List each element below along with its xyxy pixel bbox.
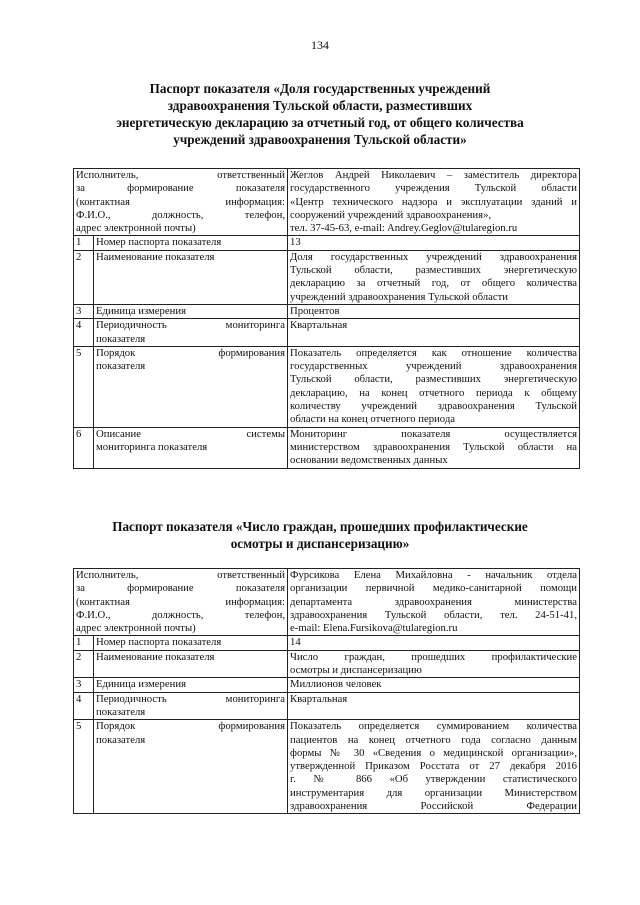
row-number: 3: [74, 678, 94, 692]
title-line: осмотры и диспансеризацию»: [230, 536, 410, 551]
cell-line: количеству учреждений здравоохранения Тульской: [290, 400, 577, 413]
cell-line: Порядок формирования: [96, 720, 286, 733]
table-row: [74, 250, 580, 304]
row-value: [288, 319, 580, 347]
cell-line: тел. 37-45-63, e-mail: Andrey.Geglov@tularegion.ru: [290, 222, 518, 235]
row-value: [288, 636, 580, 650]
cell-line: Исполнитель, ответственный: [76, 169, 286, 181]
page-number: 134: [311, 38, 329, 52]
cell-line: Тульской области, разместивших энергетическую: [290, 373, 577, 386]
row-number: 5: [74, 346, 94, 427]
cell-line: за формирование показателя: [76, 582, 286, 595]
cell-line: осмотры и диспансеризацию: [290, 664, 422, 677]
cell-line: адрес электронной почты): [76, 222, 196, 235]
table-row: [74, 678, 580, 692]
cell-line: показателя: [96, 360, 146, 373]
row-number: 5: [74, 720, 94, 814]
title-line: учреждений здравоохранения Тульской области»: [173, 132, 467, 147]
cell-line: учреждений здравоохранения Тульской области: [290, 290, 509, 303]
cell-line: основании ведомственных данных: [290, 454, 448, 467]
title-line: здравоохранения Тульской области, разместивших: [167, 98, 473, 113]
row-number: 4: [74, 319, 94, 347]
row-value: [288, 250, 580, 304]
cell-line: Число граждан, прошедших профилактические: [290, 650, 577, 663]
cell-line: Доля государственных учреждений здравоохранения: [290, 250, 577, 263]
cell-line: Процентов: [290, 304, 340, 317]
cell-line: Периодичность мониторинга: [96, 692, 286, 705]
title-line: Паспорт показателя «Число граждан, прошедших профилактические: [112, 519, 528, 534]
cell-line: e-mail: Elena.Fursikova@tularegion.ru: [290, 622, 458, 635]
cell-line: 14: [290, 636, 301, 649]
table-row: [74, 720, 580, 814]
row-number: 2: [74, 650, 94, 678]
table-row: [74, 319, 580, 347]
cell-line: Номер паспорта показателя: [96, 236, 222, 249]
row-label: [94, 250, 288, 304]
cell-line: показателя: [96, 733, 146, 746]
title-line: энергетическую декларацию за отчетный год, от общего количества: [116, 115, 524, 130]
row-value: [288, 427, 580, 468]
row-number: 1: [74, 636, 94, 650]
executor-value-cell: [288, 169, 580, 236]
row-label: [94, 636, 288, 650]
row-value: [288, 346, 580, 427]
row-value: [288, 236, 580, 250]
cell-line: государственного учреждения Тульской области: [290, 182, 577, 195]
row-value: [288, 678, 580, 692]
table-row: [74, 304, 580, 318]
row-label: [94, 650, 288, 678]
cell-line: мониторинга показателя: [96, 440, 208, 453]
cell-line: Номер паспорта показателя: [96, 636, 222, 649]
cell-line: показателя: [96, 705, 146, 718]
table-row: [74, 692, 580, 720]
cell-line: инструментария для организации Министерством: [290, 786, 577, 799]
cell-line: Показатель определяется как отношение количества: [290, 346, 577, 359]
cell-line: (контактная информация:: [76, 195, 286, 208]
row-label: [94, 319, 288, 347]
executor-label-cell: [74, 169, 288, 236]
passport-1-table: [73, 168, 580, 469]
cell-line: Ф.И.О., должность, телефон,: [76, 208, 286, 221]
cell-line: организации первичной медико-санитарной помощи: [290, 582, 577, 595]
cell-line: Наименование показателя: [96, 650, 215, 663]
cell-line: Показатель определяется суммированием количества: [290, 720, 577, 733]
cell-line: пациентов на конец отчетного года согласно данным: [290, 733, 577, 746]
table-row: [74, 236, 580, 250]
row-label: [94, 678, 288, 692]
cell-line: министерством здравоохранения Тульской области на: [290, 440, 577, 453]
row-number: 2: [74, 250, 94, 304]
row-value: [288, 692, 580, 720]
cell-line: Порядок формирования: [96, 346, 286, 359]
table-row: [74, 569, 580, 636]
cell-line: Тульской области, разместивших энергетическую: [290, 264, 577, 277]
cell-line: государственных учреждений здравоохранения: [290, 360, 577, 373]
cell-line: департамента здравоохранения министерства: [290, 595, 577, 608]
row-value: [288, 304, 580, 318]
executor-value-cell: [288, 569, 580, 636]
cell-line: декларацию, на конец отчетного периода к общему: [290, 386, 577, 399]
cell-line: здравоохранения Российской Федерации: [290, 800, 577, 813]
cell-line: Единица измерения: [96, 304, 186, 317]
cell-line: Наименование показателя: [96, 250, 215, 263]
row-label: [94, 304, 288, 318]
cell-line: сооружений учреждений здравоохранения»,: [290, 208, 492, 221]
row-label: [94, 346, 288, 427]
title-line: Паспорт показателя «Доля государственных учреждений: [149, 81, 491, 96]
table-row: [74, 346, 580, 427]
row-number: 1: [74, 236, 94, 250]
cell-line: утвержденной Приказом Росстата от 27 декабря 2016: [290, 760, 577, 773]
row-label: [94, 720, 288, 814]
cell-line: Квартальная: [290, 319, 348, 332]
table-row: [74, 636, 580, 650]
row-number: 4: [74, 692, 94, 720]
passport-2-table: [73, 568, 580, 814]
cell-line: Мониторинг показателя осуществляется: [290, 427, 577, 440]
cell-line: Ф.И.О., должность, телефон,: [76, 608, 286, 621]
table-row: [74, 427, 580, 468]
passport-2-title: [90, 518, 550, 552]
row-label: [94, 236, 288, 250]
cell-line: Описание системы: [96, 427, 286, 440]
cell-line: Миллионов человек: [290, 678, 382, 691]
cell-line: формы № 30 «Сведения о медицинской организации»,: [290, 746, 577, 759]
cell-line: области на конец отчетного периода: [290, 413, 455, 426]
cell-line: г. № 866 «Об утверждении статистического: [290, 773, 577, 786]
row-value: [288, 720, 580, 814]
cell-line: Жеглов Андрей Николаевич – заместитель директора: [290, 169, 577, 181]
row-number: 3: [74, 304, 94, 318]
table-row: [74, 169, 580, 236]
cell-line: показателя: [96, 332, 146, 345]
cell-line: здравоохранения Тульской области, тел. 24-51-41,: [290, 608, 577, 621]
cell-line: декларацию за отчетный год, от общего количества: [290, 277, 577, 290]
table-row: [74, 650, 580, 678]
cell-line: Периодичность мониторинга: [96, 319, 286, 332]
row-number: 6: [74, 427, 94, 468]
cell-line: Исполнитель, ответственный: [76, 569, 286, 581]
cell-line: (контактная информация:: [76, 595, 286, 608]
cell-line: адрес электронной почты): [76, 622, 196, 635]
passport-1-title: [90, 80, 550, 148]
row-label: [94, 692, 288, 720]
row-label: [94, 427, 288, 468]
cell-line: 13: [290, 236, 301, 249]
cell-line: Фурсикова Елена Михайловна - начальник отдела: [290, 569, 577, 581]
cell-line: Квартальная: [290, 692, 348, 705]
cell-line: «Центр технического надзора и эксплуатации зданий и: [290, 195, 577, 208]
cell-line: за формирование показателя: [76, 182, 286, 195]
cell-line: Единица измерения: [96, 678, 186, 691]
executor-label-cell: [74, 569, 288, 636]
row-value: [288, 650, 580, 678]
